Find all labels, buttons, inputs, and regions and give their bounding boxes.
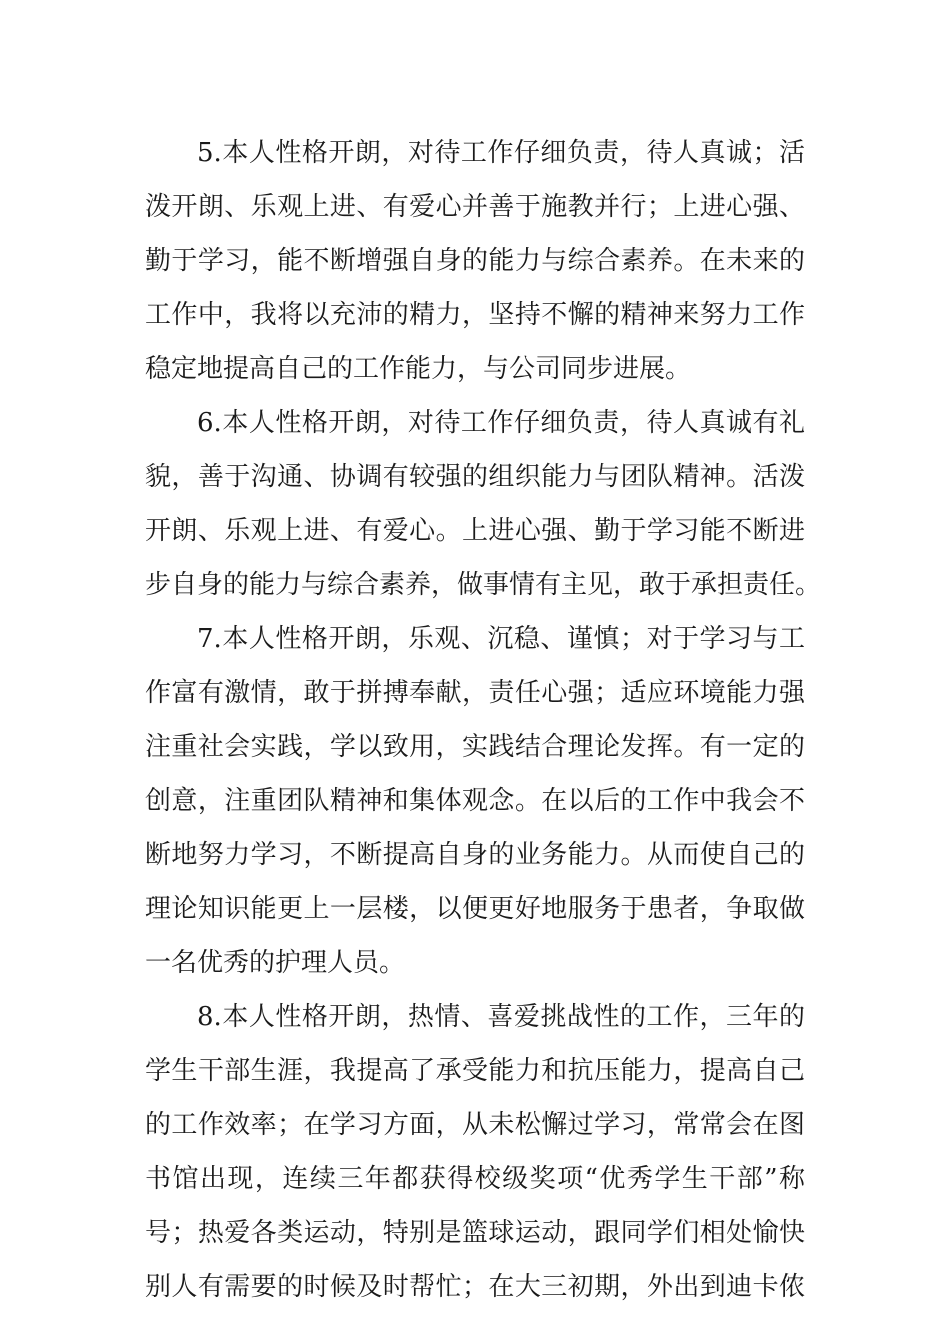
paragraph-6-line-4: 步自身的能力与综合素养，做事情有主见，敢于承担责任。 <box>145 570 822 600</box>
paragraph-8-line-5: 号；热爱各类运动，特别是篮球运动，跟同学们相处愉快 <box>145 1218 805 1248</box>
paragraph-7-line-3: 注重社会实践，学以致用，实践结合理论发挥。有一定的 <box>145 732 805 762</box>
paragraph-5-line-1: 5.本人性格开朗，对待工作仔细负责，待人真诚；活 <box>197 138 805 168</box>
paragraph-5-line-2: 泼开朗、乐观上进、有爱心并善于施教并行；上进心强、 <box>145 192 805 222</box>
paragraph-7-line-4: 创意，注重团队精神和集体观念。在以后的工作中我会不 <box>145 786 805 816</box>
paragraph-5-line-4: 工作中，我将以充沛的精力，坚持不懈的精神来努力工作 <box>145 300 805 330</box>
paragraph-8-line-3: 的工作效率；在学习方面，从未松懈过学习，常常会在图 <box>145 1110 805 1140</box>
paragraph-8-line-2: 学生干部生涯，我提高了承受能力和抗压能力，提高自己 <box>145 1056 805 1086</box>
paragraph-8-line-6: 别人有需要的时候及时帮忙；在大三初期，外出到迪卡侬 <box>145 1272 805 1302</box>
paragraph-5-line-3: 勤于学习，能不断增强自身的能力与综合素养。在未来的 <box>145 246 805 276</box>
paragraph-7-line-6: 理论知识能更上一层楼，以便更好地服务于患者，争取做 <box>145 894 805 924</box>
paragraph-6-line-3: 开朗、乐观上进、有爱心。上进心强、勤于学习能不断进 <box>145 516 805 546</box>
paragraph-7-line-2: 作富有激情，敢于拼搏奉献，责任心强；适应环境能力强 <box>145 678 805 708</box>
paragraph-8-line-1: 8.本人性格开朗，热情、喜爱挑战性的工作，三年的 <box>197 1002 805 1032</box>
paragraph-6-line-2: 貌，善于沟通、协调有较强的组织能力与团队精神。活泼 <box>145 462 805 492</box>
paragraph-7-line-7: 一名优秀的护理人员。 <box>145 948 406 978</box>
paragraph-8-line-4: 书馆出现，连续三年都获得校级奖项“优秀学生干部”称 <box>145 1164 805 1194</box>
paragraph-7-line-5: 断地努力学习，不断提高自身的业务能力。从而使自己的 <box>145 840 805 870</box>
paragraph-5-line-5: 稳定地提高自己的工作能力，与公司同步进展。 <box>145 354 692 384</box>
paragraph-7-line-1: 7.本人性格开朗，乐观、沉稳、谨慎；对于学习与工 <box>197 624 805 654</box>
paragraph-6-line-1: 6.本人性格开朗，对待工作仔细负责，待人真诚有礼 <box>197 408 805 438</box>
